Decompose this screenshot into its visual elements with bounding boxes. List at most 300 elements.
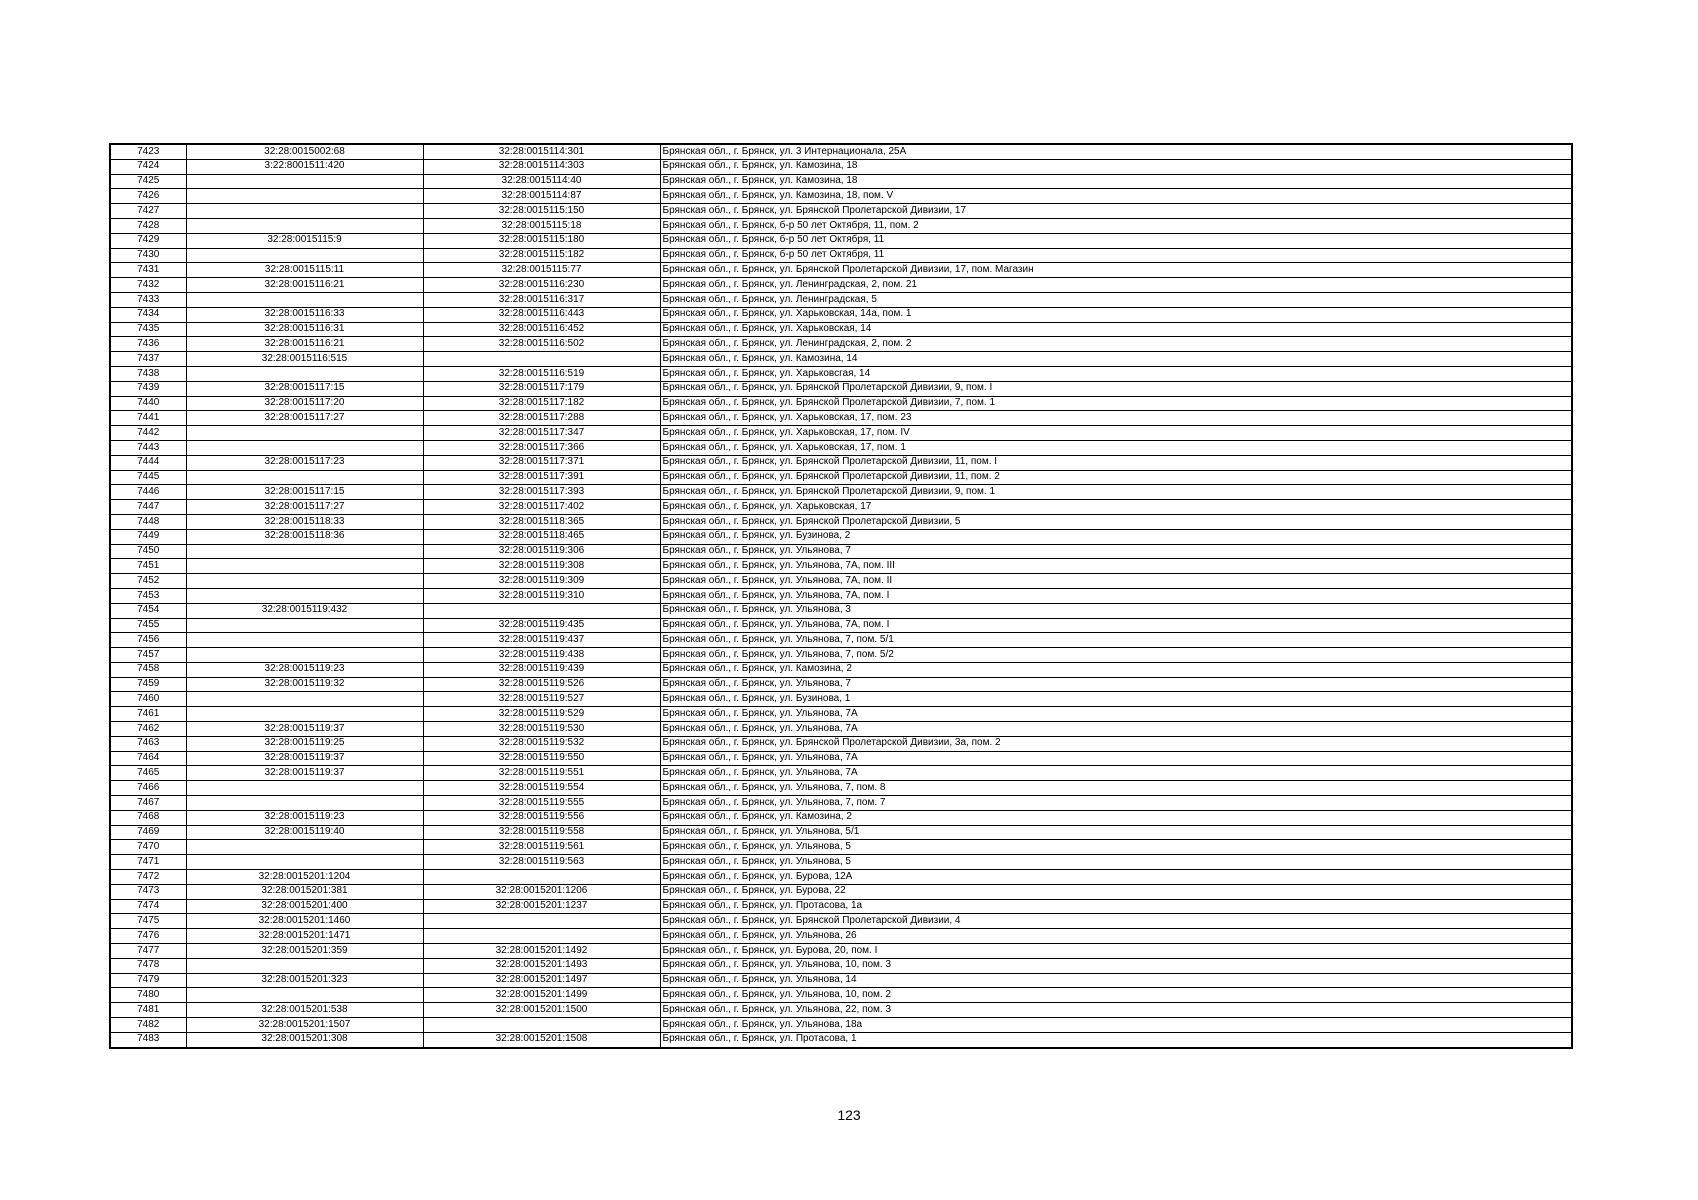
table-row	[110, 500, 1572, 515]
row-number-cell: 7434	[110, 307, 186, 322]
row-number-cell: 7450	[110, 544, 186, 559]
object-cadastral-number-cell: 32:28:0015114:303	[423, 159, 660, 174]
row-number-cell: 7444	[110, 455, 186, 470]
row-number-cell: 7456	[110, 633, 186, 648]
object-cadastral-number-cell: 32:28:0015117:288	[423, 411, 660, 426]
land-cadastral-number-cell: 32:28:0015117:20	[186, 396, 423, 411]
table-row	[110, 692, 1572, 707]
property-registry-table	[109, 143, 1573, 1049]
address-cell: Брянская обл., г. Брянск, ул. Ульянова, 14	[660, 973, 1572, 988]
object-cadastral-number-cell	[423, 870, 660, 885]
land-cadastral-number-cell: 32:28:0015117:23	[186, 455, 423, 470]
land-cadastral-number-cell: 32:28:0015116:21	[186, 278, 423, 293]
land-cadastral-number-cell	[186, 692, 423, 707]
table-row	[110, 144, 1572, 159]
table-row	[110, 662, 1572, 677]
table-row	[110, 248, 1572, 263]
row-number-cell: 7423	[110, 144, 186, 159]
table-row	[110, 337, 1572, 352]
row-number-cell: 7442	[110, 426, 186, 441]
row-number-cell: 7473	[110, 884, 186, 899]
row-number-cell: 7425	[110, 174, 186, 189]
address-cell: Брянская обл., г. Брянск, ул. Ульянова, 7, пом. 7	[660, 796, 1572, 811]
land-cadastral-number-cell: 32:28:0015119:37	[186, 722, 423, 737]
table-row	[110, 884, 1572, 899]
address-cell: Брянская обл., г. Брянск, ул. Брянской Пролетарской Дивизии, 17, пом. Магазин	[660, 263, 1572, 278]
object-cadastral-number-cell: 32:28:0015115:180	[423, 233, 660, 248]
land-cadastral-number-cell	[186, 204, 423, 219]
object-cadastral-number-cell: 32:28:0015117:393	[423, 485, 660, 500]
table-row	[110, 914, 1572, 929]
address-cell: Брянская обл., г. Брянск, ул. Ульянова, 7А	[660, 751, 1572, 766]
land-cadastral-number-cell: 32:28:0015117:15	[186, 381, 423, 396]
land-cadastral-number-cell: 32:28:0015119:25	[186, 736, 423, 751]
row-number-cell: 7479	[110, 973, 186, 988]
table-row	[110, 958, 1572, 973]
row-number-cell: 7481	[110, 1003, 186, 1018]
land-cadastral-number-cell: 32:28:0015201:1471	[186, 929, 423, 944]
land-cadastral-number-cell	[186, 544, 423, 559]
object-cadastral-number-cell: 32:28:0015119:555	[423, 796, 660, 811]
object-cadastral-number-cell: 32:28:0015119:530	[423, 722, 660, 737]
object-cadastral-number-cell: 32:28:0015119:561	[423, 840, 660, 855]
object-cadastral-number-cell: 32:28:0015116:452	[423, 322, 660, 337]
address-cell: Брянская обл., г. Брянск, ул. Камозина, 18, пом. V	[660, 189, 1572, 204]
table-row	[110, 751, 1572, 766]
object-cadastral-number-cell: 32:28:0015119:438	[423, 648, 660, 663]
address-cell: Брянская обл., г. Брянск, ул. Ульянова, 7А	[660, 766, 1572, 781]
object-cadastral-number-cell: 32:28:0015119:309	[423, 574, 660, 589]
land-cadastral-number-cell: 32:28:0015117:27	[186, 411, 423, 426]
object-cadastral-number-cell: 32:28:0015117:402	[423, 500, 660, 515]
object-cadastral-number-cell: 32:28:0015119:437	[423, 633, 660, 648]
table-row	[110, 633, 1572, 648]
land-cadastral-number-cell: 32:28:0015002:68	[186, 144, 423, 159]
table-row	[110, 440, 1572, 455]
row-number-cell: 7477	[110, 944, 186, 959]
land-cadastral-number-cell: 32:28:0015115:9	[186, 233, 423, 248]
land-cadastral-number-cell	[186, 855, 423, 870]
row-number-cell: 7480	[110, 988, 186, 1003]
object-cadastral-number-cell: 32:28:0015116:230	[423, 278, 660, 293]
address-cell: Брянская обл., г. Брянск, ул. Ульянова, 7А, пом. III	[660, 559, 1572, 574]
object-cadastral-number-cell: 32:28:0015201:1493	[423, 958, 660, 973]
table-row	[110, 218, 1572, 233]
table-row	[110, 899, 1572, 914]
object-cadastral-number-cell	[423, 603, 660, 618]
table-row	[110, 810, 1572, 825]
object-cadastral-number-cell: 32:28:0015117:179	[423, 381, 660, 396]
object-cadastral-number-cell: 32:28:0015119:310	[423, 588, 660, 603]
row-number-cell: 7449	[110, 529, 186, 544]
row-number-cell: 7435	[110, 322, 186, 337]
row-number-cell: 7464	[110, 751, 186, 766]
address-cell: Брянская обл., г. Брянск, ул. Брянской Пролетарской Дивизии, 17	[660, 204, 1572, 219]
address-cell: Брянская обл., г. Брянск, ул. Камозина, 2	[660, 810, 1572, 825]
land-cadastral-number-cell	[186, 559, 423, 574]
address-cell: Брянская обл., г. Брянск, ул. Ульянова, 26	[660, 929, 1572, 944]
object-cadastral-number-cell: 32:28:0015119:556	[423, 810, 660, 825]
object-cadastral-number-cell: 32:28:0015117:366	[423, 440, 660, 455]
land-cadastral-number-cell: 32:28:0015116:31	[186, 322, 423, 337]
object-cadastral-number-cell: 32:28:0015119:306	[423, 544, 660, 559]
table-row	[110, 544, 1572, 559]
table-row	[110, 973, 1572, 988]
row-number-cell: 7430	[110, 248, 186, 263]
address-cell: Брянская обл., г. Брянск, ул. Ульянова, 7А, пом. I	[660, 588, 1572, 603]
address-cell: Брянская обл., г. Брянск, ул. Ульянова, 3	[660, 603, 1572, 618]
object-cadastral-number-cell: 32:28:0015115:182	[423, 248, 660, 263]
table-row	[110, 278, 1572, 293]
land-cadastral-number-cell: 32:28:0015117:27	[186, 500, 423, 515]
table-row	[110, 796, 1572, 811]
address-cell: Брянская обл., г. Брянск, ул. Ульянова, 5/1	[660, 825, 1572, 840]
address-cell: Брянская обл., г. Брянск, ул. Бузинова, 1	[660, 692, 1572, 707]
table-row	[110, 233, 1572, 248]
address-cell: Брянская обл., г. Брянск, ул. Брянской Пролетарской Дивизии, 11, пом. I	[660, 455, 1572, 470]
land-cadastral-number-cell: 32:28:0015119:432	[186, 603, 423, 618]
row-number-cell: 7457	[110, 648, 186, 663]
address-cell: Брянская обл., г. Брянск, ул. Ульянова, 22, пом. 3	[660, 1003, 1572, 1018]
table-row	[110, 426, 1572, 441]
address-cell: Брянская обл., г. Брянск, ул. 3 Интернационала, 25А	[660, 144, 1572, 159]
address-cell: Брянская обл., г. Брянск, ул. Ульянова, 7А, пом. II	[660, 574, 1572, 589]
land-cadastral-number-cell	[186, 248, 423, 263]
row-number-cell: 7483	[110, 1032, 186, 1047]
row-number-cell: 7453	[110, 588, 186, 603]
land-cadastral-number-cell	[186, 796, 423, 811]
page-number: 123	[837, 1107, 861, 1123]
row-number-cell: 7463	[110, 736, 186, 751]
land-cadastral-number-cell: 32:28:0015201:308	[186, 1032, 423, 1047]
row-number-cell: 7471	[110, 855, 186, 870]
object-cadastral-number-cell: 32:28:0015117:347	[423, 426, 660, 441]
row-number-cell: 7448	[110, 514, 186, 529]
land-cadastral-number-cell: 32:28:0015116:33	[186, 307, 423, 322]
object-cadastral-number-cell: 32:28:0015119:527	[423, 692, 660, 707]
object-cadastral-number-cell: 32:28:0015201:1497	[423, 973, 660, 988]
object-cadastral-number-cell: 32:28:0015119:439	[423, 662, 660, 677]
land-cadastral-number-cell: 32:28:0015118:36	[186, 529, 423, 544]
object-cadastral-number-cell: 32:28:0015117:371	[423, 455, 660, 470]
land-cadastral-number-cell	[186, 781, 423, 796]
address-cell: Брянская обл., г. Брянск, ул. Ульянова, 7, пом. 8	[660, 781, 1572, 796]
object-cadastral-number-cell: 32:28:0015116:317	[423, 292, 660, 307]
object-cadastral-number-cell: 32:28:0015115:77	[423, 263, 660, 278]
row-number-cell: 7427	[110, 204, 186, 219]
table-row	[110, 411, 1572, 426]
land-cadastral-number-cell	[186, 648, 423, 663]
address-cell: Брянская обл., г. Брянск, ул. Ульянова, 7	[660, 544, 1572, 559]
land-cadastral-number-cell	[186, 470, 423, 485]
row-number-cell: 7440	[110, 396, 186, 411]
table-row	[110, 204, 1572, 219]
land-cadastral-number-cell: 32:28:0015201:538	[186, 1003, 423, 1018]
address-cell: Брянская обл., г. Брянск, ул. Ульянова, 7А, пом. I	[660, 618, 1572, 633]
address-cell: Брянская обл., г. Брянск, ул. Харьковская, 17, пом. IV	[660, 426, 1572, 441]
row-number-cell: 7454	[110, 603, 186, 618]
address-cell: Брянская обл., г. Брянск, ул. Харьковская, 17	[660, 500, 1572, 515]
table-row	[110, 618, 1572, 633]
object-cadastral-number-cell: 32:28:0015114:87	[423, 189, 660, 204]
object-cadastral-number-cell: 32:28:0015116:519	[423, 366, 660, 381]
row-number-cell: 7428	[110, 218, 186, 233]
address-cell: Брянская обл., г. Брянск, ул. Протасова, 1	[660, 1032, 1572, 1047]
row-number-cell: 7476	[110, 929, 186, 944]
land-cadastral-number-cell	[186, 440, 423, 455]
address-cell: Брянская обл., г. Брянск, б-р 50 лет Октября, 11	[660, 233, 1572, 248]
land-cadastral-number-cell	[186, 174, 423, 189]
address-cell: Брянская обл., г. Брянск, ул. Ульянова, 7А	[660, 707, 1572, 722]
table-row	[110, 159, 1572, 174]
table-row	[110, 707, 1572, 722]
row-number-cell: 7478	[110, 958, 186, 973]
row-number-cell: 7470	[110, 840, 186, 855]
object-cadastral-number-cell: 32:28:0015115:150	[423, 204, 660, 219]
row-number-cell: 7439	[110, 381, 186, 396]
object-cadastral-number-cell	[423, 352, 660, 367]
land-cadastral-number-cell: 32:28:0015119:32	[186, 677, 423, 692]
address-cell: Брянская обл., г. Брянск, ул. Ульянова, 7	[660, 677, 1572, 692]
address-cell: Брянская обл., г. Брянск, ул. Ульянова, 7, пом. 5/2	[660, 648, 1572, 663]
row-number-cell: 7461	[110, 707, 186, 722]
land-cadastral-number-cell	[186, 426, 423, 441]
land-cadastral-number-cell: 32:28:0015116:21	[186, 337, 423, 352]
table-row	[110, 988, 1572, 1003]
address-cell: Брянская обл., г. Брянск, ул. Ульянова, 5	[660, 840, 1572, 855]
table-row	[110, 292, 1572, 307]
table-row	[110, 648, 1572, 663]
land-cadastral-number-cell: 32:28:0015201:1507	[186, 1018, 423, 1033]
object-cadastral-number-cell: 32:28:0015119:563	[423, 855, 660, 870]
land-cadastral-number-cell	[186, 633, 423, 648]
row-number-cell: 7424	[110, 159, 186, 174]
table-row	[110, 944, 1572, 959]
land-cadastral-number-cell: 32:28:0015201:323	[186, 973, 423, 988]
address-cell: Брянская обл., г. Брянск, ул. Камозина, 2	[660, 662, 1572, 677]
address-cell: Брянская обл., г. Брянск, ул. Брянской Пролетарской Дивизии, 11, пом. 2	[660, 470, 1572, 485]
object-cadastral-number-cell	[423, 914, 660, 929]
address-cell: Брянская обл., г. Брянск, ул. Ленинградская, 5	[660, 292, 1572, 307]
address-cell: Брянская обл., г. Брянск, ул. Бурова, 22	[660, 884, 1572, 899]
row-number-cell: 7432	[110, 278, 186, 293]
table-row	[110, 588, 1572, 603]
row-number-cell: 7482	[110, 1018, 186, 1033]
row-number-cell: 7426	[110, 189, 186, 204]
row-number-cell: 7468	[110, 810, 186, 825]
table-row	[110, 529, 1572, 544]
row-number-cell: 7469	[110, 825, 186, 840]
table-row	[110, 455, 1572, 470]
table-row	[110, 366, 1572, 381]
object-cadastral-number-cell: 32:28:0015118:465	[423, 529, 660, 544]
row-number-cell: 7467	[110, 796, 186, 811]
address-cell: Брянская обл., г. Брянск, ул. Бурова, 12А	[660, 870, 1572, 885]
land-cadastral-number-cell: 32:28:0015119:23	[186, 810, 423, 825]
object-cadastral-number-cell: 32:28:0015201:1499	[423, 988, 660, 1003]
table-row	[110, 722, 1572, 737]
object-cadastral-number-cell: 32:28:0015116:502	[423, 337, 660, 352]
address-cell: Брянская обл., г. Брянск, ул. Брянской Пролетарской Дивизии, 9, пом. 1	[660, 485, 1572, 500]
table-row	[110, 322, 1572, 337]
land-cadastral-number-cell: 32:28:0015119:23	[186, 662, 423, 677]
land-cadastral-number-cell: 32:28:0015118:33	[186, 514, 423, 529]
row-number-cell: 7431	[110, 263, 186, 278]
land-cadastral-number-cell: 32:28:0015201:359	[186, 944, 423, 959]
address-cell: Брянская обл., г. Брянск, ул. Ульянова, 10, пом. 2	[660, 988, 1572, 1003]
object-cadastral-number-cell: 32:28:0015117:391	[423, 470, 660, 485]
land-cadastral-number-cell: 32:28:0015201:400	[186, 899, 423, 914]
land-cadastral-number-cell	[186, 189, 423, 204]
address-cell: Брянская обл., г. Брянск, ул. Брянской Пролетарской Дивизии, 5	[660, 514, 1572, 529]
land-cadastral-number-cell	[186, 707, 423, 722]
address-cell: Брянская обл., г. Брянск, ул. Брянской Пролетарской Дивизии, 9, пом. I	[660, 381, 1572, 396]
object-cadastral-number-cell: 32:28:0015119:526	[423, 677, 660, 692]
address-cell: Брянская обл., г. Брянск, ул. Протасова, 1а	[660, 899, 1572, 914]
object-cadastral-number-cell: 32:28:0015201:1206	[423, 884, 660, 899]
address-cell: Брянская обл., г. Брянск, ул. Камозина, 14	[660, 352, 1572, 367]
row-number-cell: 7433	[110, 292, 186, 307]
address-cell: Брянская обл., г. Брянск, ул. Камозина, 18	[660, 174, 1572, 189]
address-cell: Брянская обл., г. Брянск, б-р 50 лет Октября, 11, пом. 2	[660, 218, 1572, 233]
row-number-cell: 7475	[110, 914, 186, 929]
table-row	[110, 1018, 1572, 1033]
object-cadastral-number-cell: 32:28:0015119:308	[423, 559, 660, 574]
object-cadastral-number-cell: 32:28:0015119:554	[423, 781, 660, 796]
object-cadastral-number-cell: 32:28:0015201:1492	[423, 944, 660, 959]
row-number-cell: 7466	[110, 781, 186, 796]
table-row	[110, 825, 1572, 840]
table-row	[110, 189, 1572, 204]
address-cell: Брянская обл., г. Брянск, ул. Харьковсгая, 14	[660, 366, 1572, 381]
row-number-cell: 7452	[110, 574, 186, 589]
table-row	[110, 352, 1572, 367]
object-cadastral-number-cell: 32:28:0015201:1508	[423, 1032, 660, 1047]
land-cadastral-number-cell	[186, 588, 423, 603]
object-cadastral-number-cell: 32:28:0015119:532	[423, 736, 660, 751]
address-cell: Брянская обл., г. Брянск, ул. Брянской Пролетарской Дивизии, 3а, пом. 2	[660, 736, 1572, 751]
land-cadastral-number-cell: 32:28:0015119:37	[186, 751, 423, 766]
land-cadastral-number-cell	[186, 218, 423, 233]
table-row	[110, 559, 1572, 574]
table-row	[110, 677, 1572, 692]
object-cadastral-number-cell: 32:28:0015119:529	[423, 707, 660, 722]
table-row	[110, 396, 1572, 411]
object-cadastral-number-cell: 32:28:0015119:435	[423, 618, 660, 633]
row-number-cell: 7451	[110, 559, 186, 574]
table-row	[110, 1032, 1572, 1047]
address-cell: Брянская обл., г. Брянск, ул. Ленинградская, 2, пом. 21	[660, 278, 1572, 293]
object-cadastral-number-cell: 32:28:0015118:365	[423, 514, 660, 529]
row-number-cell: 7458	[110, 662, 186, 677]
object-cadastral-number-cell: 32:28:0015119:558	[423, 825, 660, 840]
land-cadastral-number-cell: 32:28:0015119:40	[186, 825, 423, 840]
object-cadastral-number-cell: 32:28:0015201:1500	[423, 1003, 660, 1018]
address-cell: Брянская обл., г. Брянск, б-р 50 лет Октября, 11	[660, 248, 1572, 263]
row-number-cell: 7438	[110, 366, 186, 381]
row-number-cell: 7465	[110, 766, 186, 781]
table-row	[110, 781, 1572, 796]
table-row	[110, 840, 1572, 855]
address-cell: Брянская обл., г. Брянск, ул. Ульянова, 7А	[660, 722, 1572, 737]
address-cell: Брянская обл., г. Брянск, ул. Ульянова, 18а	[660, 1018, 1572, 1033]
object-cadastral-number-cell: 32:28:0015114:301	[423, 144, 660, 159]
object-cadastral-number-cell: 32:28:0015116:443	[423, 307, 660, 322]
object-cadastral-number-cell: 32:28:0015117:182	[423, 396, 660, 411]
land-cadastral-number-cell	[186, 958, 423, 973]
table-row	[110, 870, 1572, 885]
address-cell: Брянская обл., г. Брянск, ул. Ульянова, 10, пом. 3	[660, 958, 1572, 973]
table-row	[110, 929, 1572, 944]
table-row	[110, 1003, 1572, 1018]
land-cadastral-number-cell: 3:22:8001511:420	[186, 159, 423, 174]
address-cell: Брянская обл., г. Брянск, ул. Ульянова, 5	[660, 855, 1572, 870]
table-row	[110, 174, 1572, 189]
land-cadastral-number-cell	[186, 574, 423, 589]
registry-table-body	[110, 144, 1572, 1048]
address-cell: Брянская обл., г. Брянск, ул. Харьковская, 17, пом. 1	[660, 440, 1572, 455]
land-cadastral-number-cell	[186, 292, 423, 307]
row-number-cell: 7436	[110, 337, 186, 352]
table-row	[110, 485, 1572, 500]
row-number-cell: 7429	[110, 233, 186, 248]
row-number-cell: 7474	[110, 899, 186, 914]
table-row	[110, 470, 1572, 485]
row-number-cell: 7462	[110, 722, 186, 737]
row-number-cell: 7443	[110, 440, 186, 455]
land-cadastral-number-cell	[186, 840, 423, 855]
land-cadastral-number-cell: 32:28:0015201:1204	[186, 870, 423, 885]
address-cell: Брянская обл., г. Брянск, ул. Брянской Пролетарской Дивизии, 7, пом. 1	[660, 396, 1572, 411]
object-cadastral-number-cell: 32:28:0015119:551	[423, 766, 660, 781]
address-cell: Брянская обл., г. Брянск, ул. Ульянова, 7, пом. 5/1	[660, 633, 1572, 648]
row-number-cell: 7472	[110, 870, 186, 885]
row-number-cell: 7437	[110, 352, 186, 367]
row-number-cell: 7447	[110, 500, 186, 515]
table-row	[110, 766, 1572, 781]
object-cadastral-number-cell: 32:28:0015115:18	[423, 218, 660, 233]
address-cell: Брянская обл., г. Брянск, ул. Харьковская, 14а, пом. 1	[660, 307, 1572, 322]
object-cadastral-number-cell: 32:28:0015201:1237	[423, 899, 660, 914]
address-cell: Брянская обл., г. Брянск, ул. Бурова, 20, пом. I	[660, 944, 1572, 959]
table-row	[110, 603, 1572, 618]
land-cadastral-number-cell	[186, 366, 423, 381]
table-row	[110, 736, 1572, 751]
land-cadastral-number-cell: 32:28:0015117:15	[186, 485, 423, 500]
row-number-cell: 7445	[110, 470, 186, 485]
object-cadastral-number-cell: 32:28:0015119:550	[423, 751, 660, 766]
object-cadastral-number-cell: 32:28:0015114:40	[423, 174, 660, 189]
address-cell: Брянская обл., г. Брянск, ул. Ленинградская, 2, пом. 2	[660, 337, 1572, 352]
table-row	[110, 381, 1572, 396]
land-cadastral-number-cell: 32:28:0015201:381	[186, 884, 423, 899]
object-cadastral-number-cell	[423, 1018, 660, 1033]
land-cadastral-number-cell: 32:28:0015116:515	[186, 352, 423, 367]
table-row	[110, 514, 1572, 529]
address-cell: Брянская обл., г. Брянск, ул. Брянской Пролетарской Дивизии, 4	[660, 914, 1572, 929]
table-row	[110, 855, 1572, 870]
table-row	[110, 307, 1572, 322]
address-cell: Брянская обл., г. Брянск, ул. Харьковская, 17, пом. 23	[660, 411, 1572, 426]
land-cadastral-number-cell: 32:28:0015201:1460	[186, 914, 423, 929]
table-row	[110, 263, 1572, 278]
land-cadastral-number-cell: 32:28:0015119:37	[186, 766, 423, 781]
address-cell: Брянская обл., г. Брянск, ул. Харьковская, 14	[660, 322, 1572, 337]
land-cadastral-number-cell	[186, 618, 423, 633]
row-number-cell: 7455	[110, 618, 186, 633]
land-cadastral-number-cell	[186, 988, 423, 1003]
row-number-cell: 7441	[110, 411, 186, 426]
